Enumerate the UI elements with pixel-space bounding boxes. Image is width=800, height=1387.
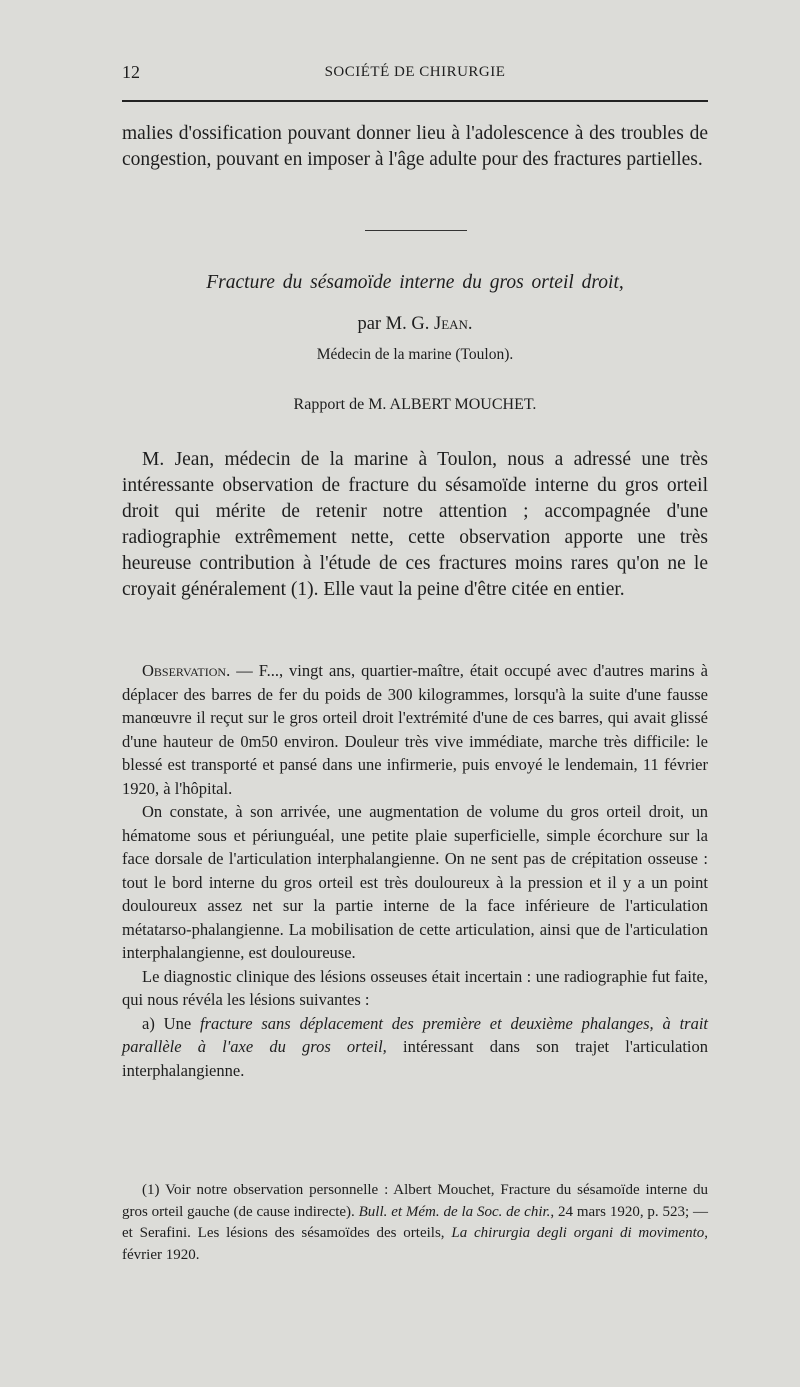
intro-paragraph bbox=[122, 121, 708, 173]
footnote-part-1: (1) Voir notre observation personnelle : Albert Mouchet, Fracture du sésamoïde interne du gros orteil gauche (de cause indirecte). bbox=[122, 1182, 708, 1220]
observation-label: Observation. bbox=[142, 661, 231, 680]
author-name: Jean. bbox=[434, 314, 473, 334]
page-number: 12 bbox=[122, 62, 140, 82]
observation-paragraph-2: On constate, à son arrivée, une augmentation de volume du gros orteil droit, un hématome sous et périunguéal, une petite plaie superficielle, simple écorchure sur la face dorsale de l'articulation interphalangienne. On ne sent pas de crépitation osseuse : tout le bord interne du gros orteil est très douloureux à la pression et il y a un point douloureux assez net sur la partie interne de la face inférieure de l'articulation métatarso-phalangienne. La mobilisation de cette articulation, ainsi que de l'articulation interphalangienne, est douloureuse. bbox=[122, 802, 708, 962]
footnote-journal-2: La chirurgia degli organi di movimento bbox=[451, 1225, 705, 1241]
footnote-journal: Bull. et Mém. de la Soc. de chir. bbox=[358, 1203, 551, 1220]
header-rule bbox=[122, 100, 708, 102]
footnote bbox=[122, 1180, 708, 1266]
section-separator bbox=[365, 230, 467, 231]
observation-text-1: — F..., vingt ans, quartier-maître, était occupé avec d'autres marins à déplacer des barres de fer du poids de 300 kilogrammes, lorsqu'à la suite d'une fausse manœuvre il reçut sur le gros orteil droit l'extrémité d'une de ces barres, qui avait glissé d'une hauteur de 0m50 environ. Douleur très vive immédiate, marche très difficile: le blessé est transporté et pansé dans une infirmerie, puis envoyé le lendemain, 11 février 1920, à l'hôpital. bbox=[122, 661, 708, 798]
report-line: Rapport de M. ALBERT MOUCHET. bbox=[293, 396, 537, 413]
observation-paragraph-4 bbox=[122, 1012, 708, 1083]
finding-suffix: intéressant dans son trajet l'articulation interphalangienne. bbox=[122, 1037, 708, 1080]
observation-block bbox=[122, 659, 708, 1082]
observation-paragraph-1 bbox=[122, 659, 708, 800]
article-title: Fracture du sésamoïde interne du gros orteil droit, bbox=[206, 272, 624, 293]
running-head: SOCIÉTÉ DE CHIRURGIE bbox=[324, 64, 506, 80]
author-prefix: par M. G. bbox=[357, 314, 434, 334]
body-text: M. Jean, médecin de la marine à Toulon, nous a adressé une très intéressante observation de fracture du sésamoïde interne du gros orteil droit qui mérite de retenir notre attention ; accompagnée d'une radiographie extrêmement nette, cette observation apporte une très heureuse contribution à l'étude de ces fractures moins rares qu'on ne le croyait généralement (1). Elle vaut la peine d'être citée en entier. bbox=[122, 449, 708, 600]
finding-italic: fracture sans déplacement des première et deuxième phalanges, à trait parallèle à l'axe du gros orteil, bbox=[122, 1013, 708, 1056]
finding-prefix: a) Une bbox=[142, 1013, 200, 1033]
intro-text: malies d'ossification pouvant donner lieu à l'adolescence à des troubles de congestion, pouvant en imposer à l'âge adulte pour des fractures partielles. bbox=[122, 123, 708, 170]
body-paragraph bbox=[122, 447, 708, 603]
footnote-part-3: , février 1920. bbox=[122, 1225, 708, 1263]
article-author bbox=[122, 314, 708, 335]
page-header bbox=[0, 62, 800, 86]
author-affiliation: Médecin de la marine (Toulon). bbox=[316, 346, 514, 363]
footnote-part-2: , 24 mars 1920, p. 523; — et Serafini. Les lésions des sésamoïdes des orteils, bbox=[122, 1203, 708, 1241]
observation-paragraph-3: Le diagnostic clinique des lésions osseuses était incertain : une radiographie fut faite, qui nous révéla les lésions suivantes : bbox=[122, 966, 708, 1009]
